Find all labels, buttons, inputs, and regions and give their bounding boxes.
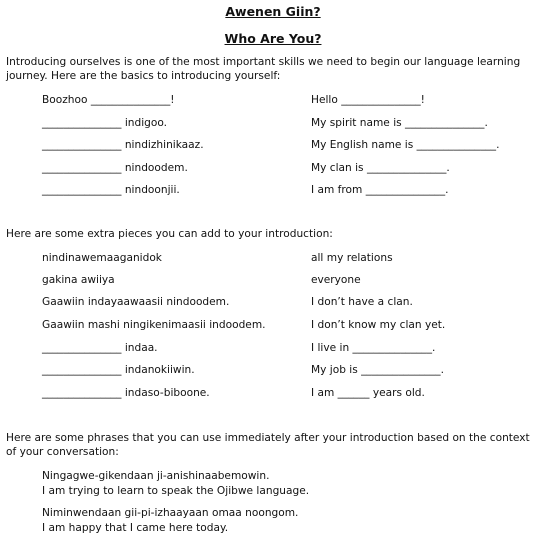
phrases-intro: Here are some phrases that you can use immediately after your introduction based on the context of your conversation: bbox=[6, 432, 530, 458]
extras-english-7: I am ______ years old. bbox=[311, 387, 425, 399]
extras-english-3: I don’t have a clan. bbox=[311, 296, 413, 308]
extras-english-4: I don’t know my clan yet. bbox=[311, 319, 446, 331]
extras-ojibwe-6: _______________ indanokiiwin. bbox=[42, 364, 195, 376]
page-title: Awenen Giin? bbox=[225, 4, 321, 19]
phrase-english-1: I am trying to learn to speak the Ojibwe language. bbox=[42, 485, 310, 497]
phrase-ojibwe-2: Niminwendaan gii-pi-izhaayaan omaa noongom. bbox=[42, 507, 299, 519]
basics-english-2: My spirit name is _______________. bbox=[311, 117, 488, 129]
basics-ojibwe-2: _______________ indigoo. bbox=[42, 117, 168, 129]
extras-ojibwe-3: Gaawiin indayaawaasii nindoodem. bbox=[42, 296, 230, 308]
basics-english-3: My English name is _______________. bbox=[311, 139, 500, 151]
phrase-english-2: I am happy that I came here today. bbox=[42, 522, 229, 534]
phrase-ojibwe-1: Ningagwe-gikendaan ji-anishinaabemowin. bbox=[42, 470, 270, 482]
extras-ojibwe-2: gakina awiiya bbox=[42, 274, 115, 286]
extras-ojibwe-1: nindinawemaaganidok bbox=[42, 252, 162, 264]
extras-intro: Here are some extra pieces you can add to your introduction: bbox=[6, 228, 333, 240]
basics-ojibwe-5: _______________ nindoonjii. bbox=[42, 184, 180, 196]
extras-ojibwe-7: _______________ indaso-biboone. bbox=[42, 387, 210, 399]
extras-ojibwe-5: _______________ indaa. bbox=[42, 342, 158, 354]
basics-ojibwe-1: Boozhoo _______________! bbox=[42, 94, 175, 106]
intro-paragraph: Introducing ourselves is one of the most important skills we need to begin our language learning journey. Here are the basics to introducing yourself: bbox=[6, 56, 521, 82]
extras-ojibwe-4: Gaawiin mashi ningikenimaasii indoodem. bbox=[42, 319, 266, 331]
extras-english-6: My job is _______________. bbox=[311, 364, 444, 376]
page-subtitle: Who Are You? bbox=[224, 31, 322, 46]
basics-ojibwe-3: _______________ nindizhinikaaz. bbox=[42, 139, 204, 151]
extras-english-1: all my relations bbox=[311, 252, 393, 264]
basics-english-5: I am from _______________. bbox=[311, 184, 449, 196]
basics-english-4: My clan is _______________. bbox=[311, 162, 450, 174]
basics-english-1: Hello _______________! bbox=[311, 94, 425, 106]
extras-english-5: I live in _______________. bbox=[311, 342, 436, 354]
basics-ojibwe-4: _______________ nindoodem. bbox=[42, 162, 188, 174]
extras-english-2: everyone bbox=[311, 274, 361, 286]
